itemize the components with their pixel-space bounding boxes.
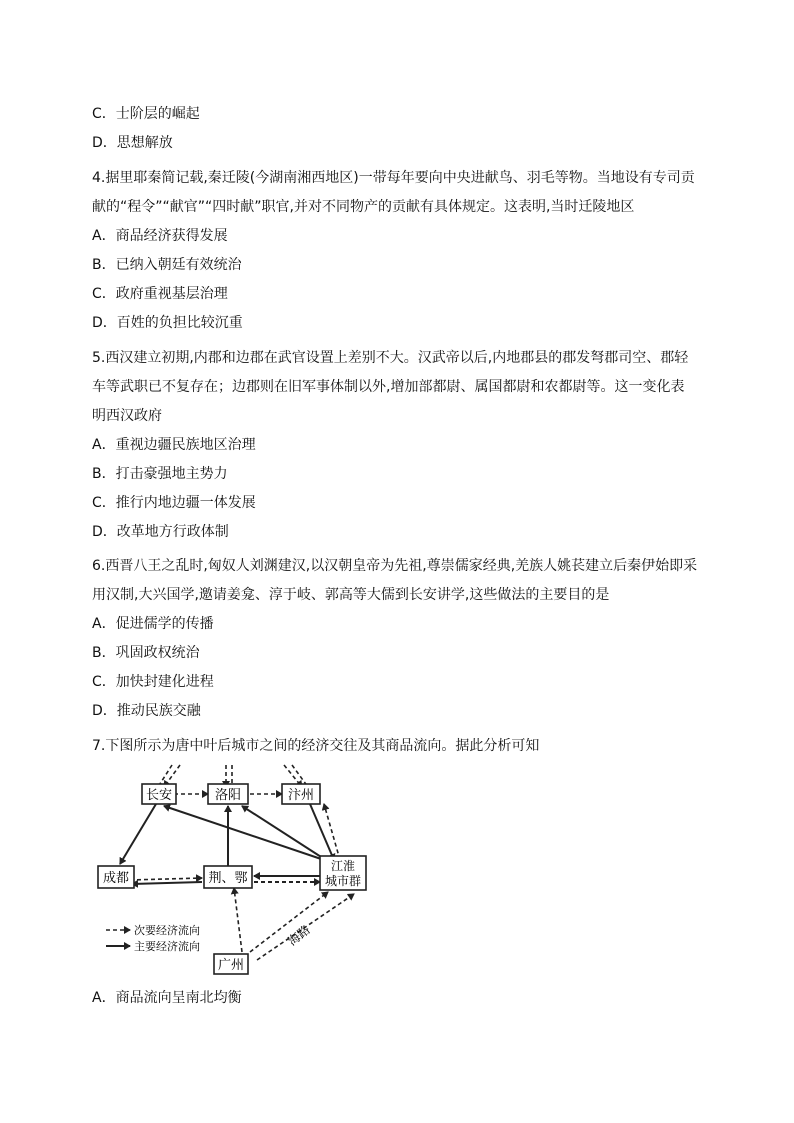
question-6-stem-line1: 6.西晋八王之乱时,匈奴人刘渊建汉,以汉朝皇帝为先祖,尊崇儒家经典,羌族人姚苌建立后秦伊始即采 [92,558,698,574]
legend [106,923,200,953]
question-4-option-a: A．商品经济获得发展 [92,228,228,244]
question-4-option-c: C．政府重视基层治理 [92,286,228,302]
svg-text:汴州: 汴州 [287,788,315,803]
city-luoyang [208,784,248,804]
question-4-stem-line1: 4.据里耶秦简记载,秦迁陵(今湖南湘西地区)一带每年要向中央进献鸟、羽毛等物。当地设有专司贡 [92,170,695,186]
question-5-stem-line1: 5.西汉建立初期,内郡和边郡在武官设置上差别不大。汉武帝以后,内地郡县的郡发弩郡司空、郡轻 [92,350,689,366]
svg-text:长安: 长安 [145,788,173,803]
question-6-option-a: A．促进儒学的传播 [92,616,214,632]
svg-text:成都: 成都 [102,871,130,886]
question-5-option-a: A．重视边疆民族地区治理 [92,437,256,453]
option-d: D．思想解放 [92,135,173,151]
sea-route-label: 海路 [285,922,313,949]
city-jianghuai [320,856,366,890]
question-4-stem-line2: 献的“程令”“献官”“四时献”职官,并对不同物产的贡献有具体规定。这表明,当时迁陵地区 [92,199,635,215]
svg-text:荆、鄂: 荆、鄂 [208,871,248,886]
question-5-option-b: B．打击豪强地主势力 [92,466,228,482]
flow-jianghuai-luoyang [242,806,332,864]
question-5-stem-line2: 车等武职已不复存在；边郡则在旧军事体制以外,增加部都尉、属国都尉和农都尉等。这一变化表 [92,379,685,395]
svg-text:江淮: 江淮 [330,859,356,873]
question-6-stem-line2: 用汉制,大兴国学,邀请姜龛、淳于岐、郭高等大儒到长安讲学,这些做法的主要目的是 [92,587,610,603]
question-7-stem: 7.下图所示为唐中叶后城市之间的经济交往及其商品流向。据此分析可知 [92,738,540,754]
flow-guangzhou-jinge [234,888,242,952]
flow-jianghuai-changan [164,806,330,862]
legend-secondary-label: 次要经济流向 [134,924,200,937]
option-c: C．士阶层的崛起 [92,106,200,122]
legend-primary-label: 主要经济流向 [134,940,200,953]
city-chengdu [98,866,134,888]
question-4-option-d: D．百姓的负担比较沉重 [92,315,243,331]
question-5-stem-line3: 明西汉政府 [92,408,162,424]
trade-flow-diagram [92,760,372,980]
city-bianzhou [282,784,320,804]
question-7-option-a: A．商品流向呈南北均衡 [92,990,242,1006]
svg-text:洛阳: 洛阳 [214,788,242,803]
question-6-option-c: C．加快封建化进程 [92,674,214,690]
city-jinge [204,866,252,888]
city-changan [142,784,176,804]
flow-jinge-chengdu [132,882,202,884]
question-5-option-c: C．推行内地边疆一体发展 [92,495,256,511]
flow-changan-chengdu [120,804,156,864]
svg-text:城市群: 城市群 [324,874,362,888]
svg-text:广州: 广州 [217,958,245,973]
question-4-option-b: B．已纳入朝廷有效统治 [92,257,242,273]
flow-jianghuai-bianzhou [324,804,340,860]
question-6-option-b: B．巩固政权统治 [92,645,200,661]
question-6-option-d: D．推动民族交融 [92,703,201,719]
question-5-option-d: D．改革地方行政体制 [92,524,229,540]
flow-chengdu-jinge [130,878,202,880]
city-guangzhou [214,954,248,974]
